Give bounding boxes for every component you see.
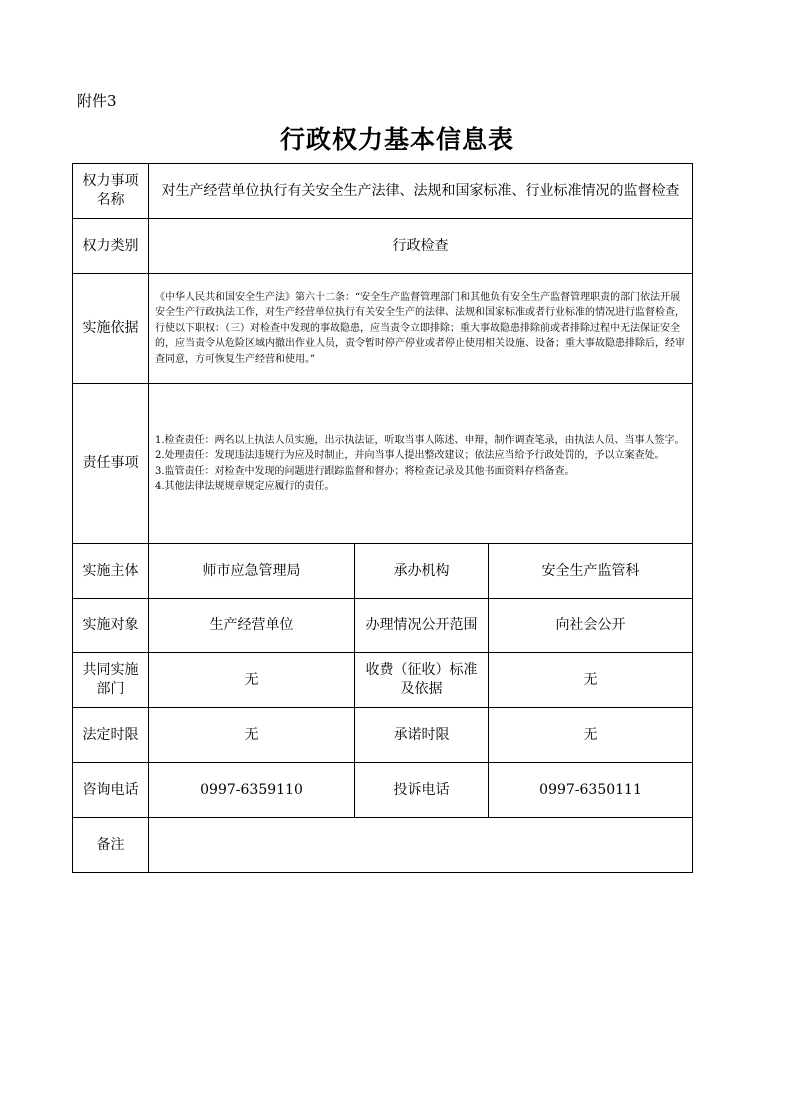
table-row bbox=[73, 818, 693, 873]
fee-value: 无 bbox=[489, 653, 693, 708]
category-label: 权力类别 bbox=[73, 219, 149, 274]
duty-label: 责任事项 bbox=[73, 384, 149, 544]
phone-label: 咨询电话 bbox=[73, 763, 149, 818]
target-label: 实施对象 bbox=[73, 599, 149, 653]
promise-limit-value: 无 bbox=[489, 708, 693, 763]
duty-list bbox=[149, 384, 693, 544]
complaint-value: 0997-6350111 bbox=[489, 763, 693, 818]
table-row bbox=[73, 763, 693, 818]
table-row bbox=[73, 164, 693, 219]
subject-label: 实施主体 bbox=[73, 544, 149, 599]
category-value: 行政检查 bbox=[149, 219, 693, 274]
table-row bbox=[73, 274, 693, 384]
list-item: 3.监管责任：对检查中发现的问题进行跟踪监督和督办；将检查记录及其他书面资料存档备查。 bbox=[155, 465, 575, 477]
phone-value: 0997-6359110 bbox=[149, 763, 355, 818]
table-row bbox=[73, 708, 693, 763]
table-row bbox=[73, 219, 693, 274]
disclosure-label: 办理情况公开范围 bbox=[355, 599, 489, 653]
basis-label: 实施依据 bbox=[73, 274, 149, 384]
attachment-number: 附件3 bbox=[77, 92, 117, 110]
table-row bbox=[73, 544, 693, 599]
page-title: 行政权力基本信息表 bbox=[279, 125, 514, 154]
agency-value: 安全生产监管科 bbox=[489, 544, 693, 599]
legal-limit-label: 法定时限 bbox=[73, 708, 149, 763]
list-item: 1.检查责任：两名以上执法人员实施，出示执法证，听取当事人陈述、申辩，制作调查笔录，由执法人员、当事人签字。 bbox=[155, 434, 685, 446]
promise-limit-label: 承诺时限 bbox=[355, 708, 489, 763]
agency-label: 承办机构 bbox=[355, 544, 489, 599]
fee-label: 收费（征收）标准及依据 bbox=[355, 653, 489, 708]
subject-value: 师市应急管理局 bbox=[149, 544, 355, 599]
target-value: 生产经营单位 bbox=[149, 599, 355, 653]
joint-label: 共同实施部门 bbox=[73, 653, 149, 708]
table-row bbox=[73, 653, 693, 708]
remark-label: 备注 bbox=[73, 818, 149, 873]
name-label: 权力事项名称 bbox=[73, 164, 149, 219]
joint-value: 无 bbox=[149, 653, 355, 708]
basis-value: 《中华人民共和国安全生产法》第六十二条：“安全生产监督管理部门和其他负有安全生产监督管理职责的部门依法开展安全生产行政执法工作，对生产经营单位执行有关安全生产的法律、法规和国家标准或者行业标准的情况进行监督检查，行使以下职权：（三）对检查中发现的事故隐患，应当责令立即排除；重大事故隐患排除前或者排除过程中无法保证安全的，应当责令从危险区域内撤出作业人员，责令暂时停产停业或者停止使用相关设施、设备；重大事故隐患排除后，经审查同意，方可恢复生产经营和使用。” bbox=[149, 274, 693, 384]
disclosure-value: 向社会公开 bbox=[489, 599, 693, 653]
complaint-label: 投诉电话 bbox=[355, 763, 489, 818]
list-item: 2.处理责任：发现违法违规行为应及时制止，并向当事人提出整改建议；依法应当给予行政处罚的，予以立案查处。 bbox=[155, 450, 665, 461]
legal-limit-value: 无 bbox=[149, 708, 355, 763]
info-table bbox=[72, 163, 693, 873]
table-row bbox=[73, 599, 693, 653]
table-row bbox=[73, 384, 693, 544]
list-item: 4.其他法律法规规章规定应履行的责任。 bbox=[155, 481, 335, 492]
remark-value bbox=[149, 818, 693, 873]
name-value: 对生产经营单位执行有关安全生产法律、法规和国家标准、行业标准情况的监督检查 bbox=[149, 164, 693, 219]
